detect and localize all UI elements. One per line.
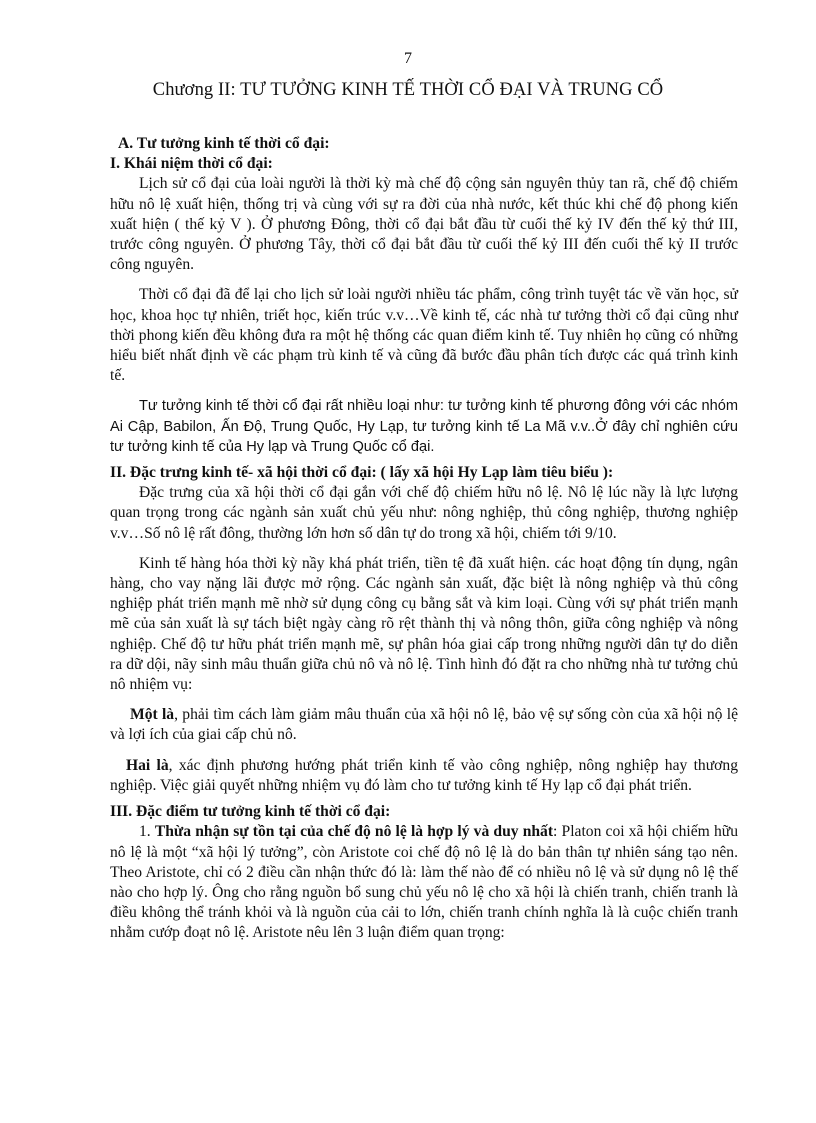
document-body (110, 134, 738, 944)
section-heading-3: III. Đặc điểm tư tưởng kinh tế thời cổ đại: (110, 803, 391, 821)
paragraph: Thời cổ đại đã để lại cho lịch sử loài người nhiều tác phẩm, công trình tuyệt tác về văn học, sử học, khoa học tự nhiên, triết học, kiến trúc v.v…Về kinh tế, các nhà tư tưởng thời cổ đại cũng như thời phong kiến đều không đưa ra một hệ thống các quan điểm kinh tế. Tuy nhiên họ cũng có những hiểu biết nhất định về các phạm trù kinh tế và cũng đã bước đầu phân tích được các quá trình kinh tế. (110, 286, 738, 385)
paragraph-text: , phải tìm cách làm giảm mâu thuẩn của xã hội nô lệ, bảo vệ sự sống còn của xã hội nộ lệ và lợi ích của giai cấp chủ nô. (110, 706, 738, 744)
paragraph-lead: Thừa nhận sự tồn tại của chế độ nô lệ là hợp lý và duy nhất (154, 823, 554, 841)
item-number: 1. (139, 823, 155, 841)
paragraph-lead: Một là (130, 706, 175, 724)
paragraph: Lịch sử cổ đại của loài người là thời kỳ mà chế độ cộng sản nguyên thủy tan rã, chế độ chiếm hữu nô lệ xuất hiện, thống trị và cùng với sự ra đời của nhà nước, kết thúc khi chế độ phong kiến xuất hiện ( thế kỷ V ). Ở phương Đông, thời cổ đại bắt đầu từ cuối thế kỷ IV đến thế kỷ thứ III, trước công nguyên. Ở phương Tây, thời cổ đại bắt đầu từ cuối thế kỷ III đến cuối thế kỷ II trước công nguyên. (110, 175, 738, 274)
section-heading-2: II. Đặc trưng kinh tế- xã hội thời cổ đại: ( lấy xã hội Hy Lạp làm tiêu biểu ): (110, 464, 614, 482)
paragraph-text: , xác định phương hướng phát triển kinh tế vào công nghiệp, nông nghiệp hay thương nghiệp. Việc giải quyết những nhiệm vụ đó làm cho tư tưởng kinh tế Hy lạp cổ đại phát triển. (110, 756, 738, 794)
paragraph: Đặc trưng của xã hội thời cổ đại gắn với chế độ chiếm hữu nô lệ. Nô lệ lúc nầy là lực lượng quan trọng trong các ngành sản xuất chủ yếu như: nông nghiệp, thủ công nghiệp, thương nghiệp v.v…Số nô lệ rất đông, thường lớn hơn số dân tự do trong xã hội, chiếm tới 9/10. (110, 484, 738, 542)
paragraph-lead: Hai là (126, 756, 169, 774)
paragraph (110, 822, 738, 943)
page-number: 7 (404, 50, 412, 67)
paragraph: Kinh tế hàng hóa thời kỳ nầy khá phát triển, tiền tệ đã xuất hiện. các hoạt động tín dụng, ngân hàng, cho vay nặng lãi được mở rộng. Các ngành sản xuất, đặc biệt là nông nghiệp và thủ công nghiệp phát triển mạnh mẽ nhờ sử dụng công cụ bằng sắt và kim loại. Cùng với sự phát triển mạnh mẽ của sản xuất là sự tách biệt ngày càng rõ rệt thành thị và nông thôn, giữa công nghiệp và nông nghiệp. Chế độ tư hữu phát triển mạnh mẽ, sự phân hóa giai cấp trong những người dân tự do diễn ra dữ dội, nãy sinh mâu thuẩn giữa chủ nô và nô lệ. Tình hình đó đặt ra cho những nhà tư tưởng chủ nô nhiệm vụ: (110, 554, 738, 694)
paragraph (110, 756, 738, 796)
paragraph (110, 705, 738, 745)
paragraph: Tư tưởng kinh tế thời cổ đại rất nhiều loại như: tư tưởng kinh tế phương đông với các nhóm Ai Cập, Babilon, Ấn Độ, Trung Quốc, Hy Lạp, tư tưởng kinh tế La Mã v.v..Ở đây chỉ nghiên cứu tư tưởng kinh tế của Hy lạp và Trung Quốc cổ đại. (110, 398, 738, 455)
section-a-heading: A. Tư tưởng kinh tế thời cổ đại: (118, 135, 330, 152)
paragraph-text: : Platon coi xã hội chiếm hữu nô lệ là một “xã hội lý tưởng”, còn Aristote coi chế độ nô lệ là do bản thân tự nhiên sáng tạo nên. Theo Aristote, chỉ có 2 điều cần nhận thức đó là: làm thế nào để có nhiều nô lệ và sử dụng nô lệ thế nào cho hợp lý. Ông cho rằng nguồn bổ sung chủ yếu nô lệ cho xã hội là chiến tranh, chiến tranh là điều không thể tránh khỏi và là nguồn của cải to lớn, chiến tranh chính nghĩa là là cuộc chiến tranh nhằm cướp đoạt nô lệ. Aristote nêu lên 3 luận điểm quan trọng: (110, 823, 739, 942)
chapter-title: Chương II: TƯ TƯỞNG KINH TẾ THỜI CỔ ĐẠI VÀ TRUNG CỔ (152, 80, 664, 100)
section-heading-1: I. Khái niệm thời cổ đại: (110, 155, 273, 173)
